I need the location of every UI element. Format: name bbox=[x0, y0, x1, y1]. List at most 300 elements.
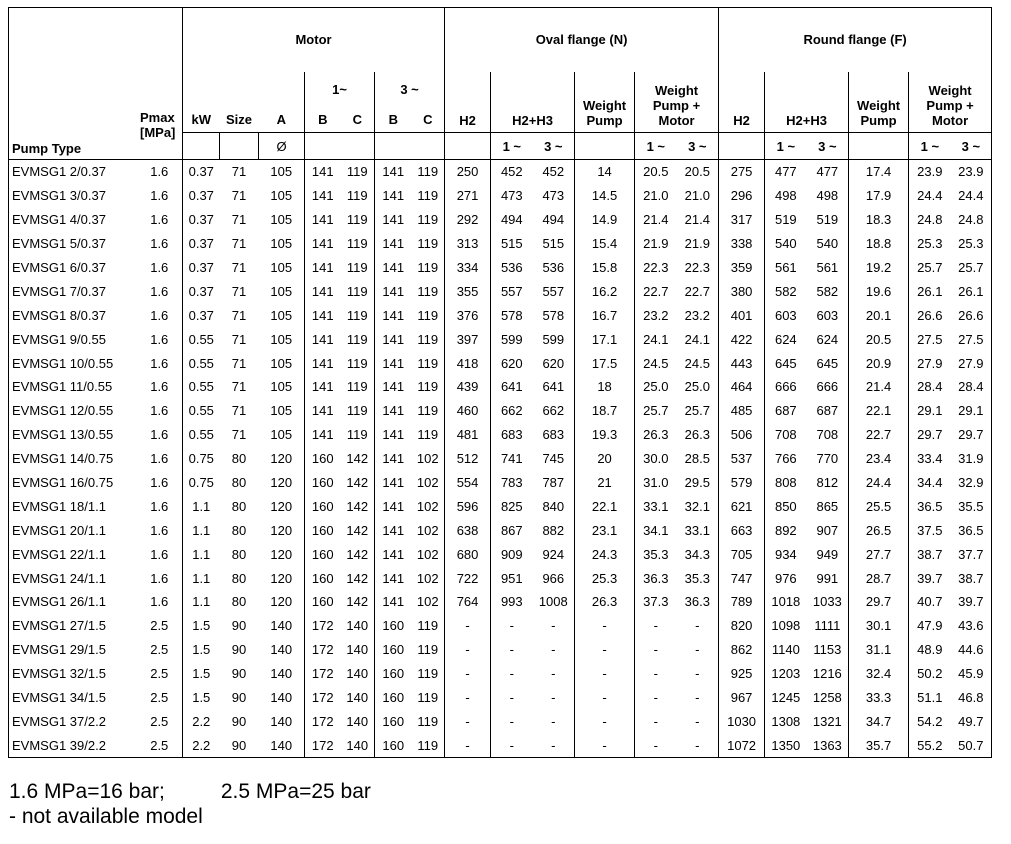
oval-h2h3-header: H2+H3 bbox=[491, 72, 575, 133]
round-h2-cell: 401 bbox=[719, 303, 765, 327]
round-h2-cell: 443 bbox=[719, 351, 765, 375]
round-weight-motor-1ph-cell: 29.7 bbox=[917, 427, 943, 443]
round-weight-motor-3ph-cell: 31.9 bbox=[951, 447, 992, 471]
pump-type-cell: EVMSG1 22/1.1 bbox=[9, 542, 137, 566]
oval-h2h3-3ph-cell: - bbox=[533, 638, 575, 662]
round-h2h3-1ph-cell: 477 bbox=[774, 164, 797, 180]
table-row bbox=[9, 351, 992, 375]
round-h2h3-3ph-cell: 1321 bbox=[807, 709, 849, 733]
oval-weight-motor-3ph-cell: 34.3 bbox=[677, 542, 719, 566]
oval-weight-motor-3ph-cell: 20.5 bbox=[677, 160, 719, 184]
pump-type-cell: EVMSG1 18/1.1 bbox=[9, 494, 137, 518]
round-h2-cell: 663 bbox=[719, 518, 765, 542]
motor-1ph-c-cell: 119 bbox=[341, 351, 375, 375]
motor-1ph-b-cell: 172 bbox=[311, 690, 334, 706]
oval-h2h3-3ph-cell: 599 bbox=[533, 327, 575, 351]
motor-3ph-b-cell: 141 bbox=[382, 164, 405, 180]
round-h2h3-3ph-cell: 991 bbox=[807, 566, 849, 590]
oval-weight-1ph: 1 ~ bbox=[635, 133, 677, 160]
motor-3ph-b-cell: 160 bbox=[382, 666, 405, 682]
oval-weight-motor-1ph-cell: 21.4 bbox=[643, 212, 669, 228]
pressure-25-note: 2.5 MPa=25 bar bbox=[220, 780, 371, 803]
oval-weight-motor-3ph-cell: 28.5 bbox=[677, 447, 719, 471]
motor-3ph-b-cell: 160 bbox=[382, 642, 405, 658]
motor-size-cell: 71 bbox=[231, 260, 247, 275]
oval-h2-cell: 638 bbox=[445, 518, 491, 542]
oval-h2h3-1ph-cell: - bbox=[509, 642, 514, 658]
round-h2h3-1ph-cell: 645 bbox=[774, 355, 797, 371]
table-row bbox=[9, 184, 992, 208]
oval-weight-pump-cell: 15.8 bbox=[575, 256, 635, 280]
oval-weight-pump-cell: - bbox=[575, 638, 635, 662]
oval-h2h3-1ph-cell: 578 bbox=[500, 307, 523, 323]
round-weight-motor-1ph-cell: 26.1 bbox=[917, 283, 943, 299]
oval-h2h3-3ph-cell: 641 bbox=[533, 375, 575, 399]
table-row bbox=[9, 256, 992, 280]
kw-header: kW bbox=[183, 107, 220, 133]
motor-1ph-b-cell: 172 bbox=[311, 642, 334, 658]
motor-1ph-c-cell: 140 bbox=[341, 614, 375, 638]
motor-a-cell: 120 bbox=[259, 590, 305, 614]
motor-1ph-b-cell: 141 bbox=[311, 355, 334, 371]
pmax-cell: 1.6 bbox=[137, 184, 183, 208]
table-header bbox=[9, 8, 992, 160]
motor-1ph-c-cell: 119 bbox=[341, 423, 375, 447]
round-weight-motor-1ph-cell: 50.2 bbox=[917, 666, 943, 682]
oval-weight-pump-header: Weight Pump bbox=[575, 72, 635, 133]
oval-weight-motor-1ph-cell: - bbox=[653, 618, 658, 634]
oval-h2h3-1ph-cell: - bbox=[509, 618, 514, 634]
oval-weight-motor-3ph-cell: - bbox=[677, 733, 719, 757]
round-h2h3-1ph-cell: 1203 bbox=[771, 666, 801, 682]
oval-h2h3-1ph-cell: 641 bbox=[500, 379, 523, 395]
pmax-cell: 1.6 bbox=[137, 399, 183, 423]
oval-weight-pump-cell: 16.7 bbox=[575, 303, 635, 327]
round-weight-pump-cell: 17.9 bbox=[849, 184, 909, 208]
pump-type-cell: EVMSG1 14/0.75 bbox=[9, 447, 137, 471]
oval-weight-motor-1ph-cell: 34.1 bbox=[643, 522, 669, 538]
pump-type-cell: EVMSG1 5/0.37 bbox=[9, 232, 137, 256]
pump-type-cell: EVMSG1 11/0.55 bbox=[9, 375, 137, 399]
motor-1ph-b-cell: 160 bbox=[311, 498, 334, 514]
oval-h2-cell: 271 bbox=[445, 184, 491, 208]
motor-3ph-c-cell: 119 bbox=[412, 638, 445, 662]
oval-h2-cell: - bbox=[445, 709, 491, 733]
oval-weight-motor-3ph-cell: 22.7 bbox=[677, 279, 719, 303]
motor-a-cell: 120 bbox=[259, 542, 305, 566]
round-weight-pump-cell: 31.1 bbox=[849, 638, 909, 662]
oval-weight-motor-3ph-cell: 22.3 bbox=[677, 256, 719, 280]
motor-3ph-b-cell: 141 bbox=[382, 546, 405, 562]
motor-size-cell: 80 bbox=[231, 546, 247, 562]
round-h2-cell: 537 bbox=[719, 447, 765, 471]
oval-weight-pump-cell: 15.4 bbox=[575, 232, 635, 256]
motor-1ph-c-cell: 119 bbox=[341, 327, 375, 351]
pmax-cell: 2.5 bbox=[137, 638, 183, 662]
oval-weight-pump-cell: 17.5 bbox=[575, 351, 635, 375]
oval-h2h3-3ph-cell: 882 bbox=[533, 518, 575, 542]
round-h2h3-3ph-cell: 812 bbox=[807, 471, 849, 495]
round-weight-motor-1ph-cell: 40.7 bbox=[917, 594, 943, 610]
oval-h2-cell: 313 bbox=[445, 232, 491, 256]
round-h2h3-3ph-cell: 865 bbox=[807, 494, 849, 518]
motor-a-cell: 120 bbox=[259, 494, 305, 518]
oval-weight-motor-1ph-cell: - bbox=[653, 642, 658, 658]
motor-size-cell: 90 bbox=[231, 618, 247, 634]
motor-kw-cell: 0.37 bbox=[188, 188, 214, 204]
oval-h2-cell: 355 bbox=[445, 279, 491, 303]
oval-weight-motor-3ph-cell: 25.0 bbox=[677, 375, 719, 399]
motor-kw-cell: 2.2 bbox=[183, 733, 220, 757]
motor-3ph-c-cell: 119 bbox=[412, 303, 445, 327]
motor-1ph-b-cell: 160 bbox=[311, 475, 334, 491]
round-weight-motor-3ph-cell: 39.7 bbox=[951, 590, 992, 614]
motor-3ph-c-cell: 119 bbox=[412, 327, 445, 351]
round-weight-motor-3ph-cell: 50.7 bbox=[951, 733, 992, 757]
motor-a-cell: 105 bbox=[259, 303, 305, 327]
motor-kw-cell: 0.55 bbox=[188, 379, 214, 395]
motor-a-cell: 140 bbox=[259, 733, 305, 757]
oval-h2h3-3ph-cell: - bbox=[533, 662, 575, 686]
round-h2-cell: 380 bbox=[719, 279, 765, 303]
round-h2h3-3ph: 3 ~ bbox=[807, 133, 849, 160]
oval-h2-cell: 397 bbox=[445, 327, 491, 351]
pump-type-cell: EVMSG1 4/0.37 bbox=[9, 208, 137, 232]
motor-size-cell: 71 bbox=[231, 283, 247, 299]
round-weight-pump-cell: 30.1 bbox=[849, 614, 909, 638]
oval-weight-motor-1ph-cell: 37.3 bbox=[643, 594, 669, 610]
round-h2h3-3ph-cell: 603 bbox=[807, 303, 849, 327]
oval-h2h3-3ph-cell: 557 bbox=[533, 279, 575, 303]
round-weight-motor-3ph-cell: 46.8 bbox=[951, 686, 992, 710]
motor-kw-cell: 1.5 bbox=[192, 642, 211, 658]
oval-h2h3-1ph-cell: 662 bbox=[500, 403, 523, 419]
oval-weight-pump-cell: 20 bbox=[575, 447, 635, 471]
motor-size-cell: 71 bbox=[231, 307, 247, 323]
motor-3ph-b-cell: 141 bbox=[382, 188, 405, 204]
motor-size-cell: 80 bbox=[231, 475, 247, 491]
table-row bbox=[9, 471, 992, 495]
pmax-cell: 1.6 bbox=[137, 518, 183, 542]
oval-weight-pump-cell: 14.9 bbox=[575, 208, 635, 232]
motor-a-cell: 105 bbox=[259, 184, 305, 208]
round-weight-pump-cell: 25.5 bbox=[849, 494, 909, 518]
motor-a-cell: 120 bbox=[259, 471, 305, 495]
round-h2-cell: 747 bbox=[719, 566, 765, 590]
round-h2-cell: 1030 bbox=[719, 709, 765, 733]
round-h2h3-1ph-cell: 808 bbox=[774, 475, 797, 491]
motor-1ph-b-cell: 160 bbox=[311, 570, 334, 586]
motor-3ph-b-cell: 141 bbox=[382, 379, 405, 395]
motor-3ph-c-cell: 102 bbox=[412, 447, 445, 471]
oval-h2h3-1ph-cell: 557 bbox=[500, 283, 523, 299]
round-weight-motor-1ph-cell: 24.8 bbox=[917, 212, 943, 228]
oval-weight-motor-1ph-cell: 30.0 bbox=[643, 451, 669, 467]
oval-h2-cell: 292 bbox=[445, 208, 491, 232]
round-h2h3-3ph-cell: 1033 bbox=[807, 590, 849, 614]
oval-h2h3-1ph-cell: 515 bbox=[500, 236, 523, 252]
round-h2-cell: 862 bbox=[719, 638, 765, 662]
round-weight-motor-1ph-cell: 26.6 bbox=[917, 307, 943, 323]
motor-a-cell: 105 bbox=[259, 375, 305, 399]
round-h2h3-3ph-cell: 1216 bbox=[807, 662, 849, 686]
round-h2h3-1ph-cell: 666 bbox=[774, 379, 797, 395]
table-body bbox=[9, 160, 992, 758]
table-row bbox=[9, 590, 992, 614]
motor-3ph-b-cell: 160 bbox=[375, 733, 412, 757]
motor-1ph-c-cell: 142 bbox=[341, 471, 375, 495]
motor-kw-cell: 1.1 bbox=[192, 498, 211, 514]
round-h2h3-1ph-cell: 934 bbox=[774, 546, 797, 562]
table-row bbox=[9, 686, 992, 710]
pmax-cell: 1.6 bbox=[137, 447, 183, 471]
motor-kw-cell: 0.37 bbox=[188, 283, 214, 299]
round-h2-cell: 359 bbox=[719, 256, 765, 280]
pmax-cell: 1.6 bbox=[137, 542, 183, 566]
motor-3ph-b-cell: 141 bbox=[382, 212, 405, 228]
oval-weight-motor-1ph-cell: - bbox=[653, 713, 658, 729]
table-row bbox=[9, 494, 992, 518]
round-h2h3-3ph-cell: 582 bbox=[807, 279, 849, 303]
pump-type-cell: EVMSG1 32/1.5 bbox=[9, 662, 137, 686]
table-row bbox=[9, 518, 992, 542]
oval-h2h3-3ph-cell: - bbox=[533, 686, 575, 710]
pmax-cell: 1.6 bbox=[137, 423, 183, 447]
round-weight-motor-3ph-cell: 26.6 bbox=[951, 303, 992, 327]
round-h2h3-1ph-cell: 624 bbox=[774, 331, 797, 347]
oval-weight-motor-1ph-cell: 36.3 bbox=[643, 570, 669, 586]
table-row bbox=[9, 208, 992, 232]
motor-1-c-header: C bbox=[341, 107, 375, 133]
round-h2h3-header: H2+H3 bbox=[765, 72, 849, 133]
motor-a-cell: 105 bbox=[259, 232, 305, 256]
oval-h2h3-1ph-cell: 620 bbox=[500, 355, 523, 371]
pmax-unit: [MPa] bbox=[140, 125, 176, 140]
motor-3ph-b-cell: 141 bbox=[382, 403, 405, 419]
table-row bbox=[9, 447, 992, 471]
oval-weight-motor-1ph-cell: - bbox=[653, 690, 658, 706]
motor-a-cell: 105 bbox=[259, 351, 305, 375]
oval-h2-cell: 376 bbox=[445, 303, 491, 327]
motor-a-cell: 105 bbox=[259, 208, 305, 232]
round-h2-cell: 296 bbox=[719, 184, 765, 208]
motor-1ph-c-cell: 142 bbox=[341, 447, 375, 471]
size-header: Size bbox=[220, 107, 259, 133]
motor-kw-cell: 0.37 bbox=[188, 260, 214, 275]
motor-size-cell: 71 bbox=[231, 379, 247, 395]
oval-h2-cell: - bbox=[445, 638, 491, 662]
round-weight-motor-1ph-cell: 38.7 bbox=[917, 546, 943, 562]
motor-1ph-b-cell: 141 bbox=[311, 164, 334, 180]
motor-size-cell: 90 bbox=[231, 690, 247, 706]
oval-weight-3ph: 3 ~ bbox=[677, 133, 719, 160]
motor-size-cell: 71 bbox=[231, 427, 247, 443]
oval-weight-motor-3ph-cell: 33.1 bbox=[677, 518, 719, 542]
oval-h2h3-1ph-cell: 536 bbox=[500, 260, 523, 275]
motor-1ph-c-cell: 119 bbox=[341, 184, 375, 208]
motor-3ph-c-cell: 119 bbox=[412, 375, 445, 399]
oval-weight-pump-cell: 23.1 bbox=[575, 518, 635, 542]
motor-kw-cell: 0.55 bbox=[188, 331, 214, 347]
oval-weight-pump-cell: 14.5 bbox=[575, 184, 635, 208]
motor-size-cell: 71 bbox=[231, 164, 247, 180]
oval-h2h3-3ph-cell: 494 bbox=[533, 208, 575, 232]
round-h2-cell: 967 bbox=[719, 686, 765, 710]
pump-type-cell: EVMSG1 37/2.2 bbox=[9, 709, 137, 733]
motor-kw-cell: 0.37 bbox=[188, 212, 214, 228]
oval-weight-motor-1ph-cell: 21.9 bbox=[643, 236, 669, 252]
oval-weight-pump-cell: 24.3 bbox=[575, 542, 635, 566]
motor-size-cell: 90 bbox=[231, 713, 247, 729]
oval-weight-motor-3ph-cell: 24.5 bbox=[677, 351, 719, 375]
round-h2h3-3ph-cell: 907 bbox=[807, 518, 849, 542]
oval-h2h3-1ph-cell: 783 bbox=[500, 475, 523, 491]
a-header: A bbox=[259, 107, 305, 133]
oval-h2h3-3ph-cell: 683 bbox=[533, 423, 575, 447]
round-h2h3-3ph-cell: 687 bbox=[807, 399, 849, 423]
motor-a-cell: 120 bbox=[259, 566, 305, 590]
round-weight-pump-cell: 20.9 bbox=[849, 351, 909, 375]
round-weight-motor-1ph-cell: 33.4 bbox=[917, 451, 943, 467]
motor-size-cell: 71 bbox=[231, 355, 247, 371]
oval-weight-pump-cell: 14 bbox=[575, 160, 635, 184]
oval-h2h3-3ph-cell: - bbox=[533, 709, 575, 733]
pmax-cell: 1.6 bbox=[137, 256, 183, 280]
motor-3ph-c-cell: 102 bbox=[412, 542, 445, 566]
motor-a-cell: 140 bbox=[259, 638, 305, 662]
oval-weight-motor-3ph-cell: 36.3 bbox=[677, 590, 719, 614]
oval-weight-motor-1ph-cell: 20.5 bbox=[643, 164, 669, 180]
motor-1ph-c-cell: 142 bbox=[341, 590, 375, 614]
motor-kw-cell: 0.55 bbox=[188, 403, 214, 419]
pmax-cell: 2.5 bbox=[137, 662, 183, 686]
round-h2h3-1ph-cell: 1350 bbox=[765, 733, 807, 757]
table-row bbox=[9, 232, 992, 256]
motor-size-cell: 71 bbox=[231, 212, 247, 228]
round-weight-pump-cell: 23.4 bbox=[849, 447, 909, 471]
pump-type-cell: EVMSG1 29/1.5 bbox=[9, 638, 137, 662]
motor-kw-cell: 0.37 bbox=[188, 307, 214, 323]
motor-size-cell: 71 bbox=[231, 331, 247, 347]
pump-type-cell: EVMSG1 3/0.37 bbox=[9, 184, 137, 208]
oval-h2h3-3ph-cell: 473 bbox=[533, 184, 575, 208]
oval-h2h3-1ph-cell: 741 bbox=[500, 451, 523, 467]
round-weight-motor-3ph-cell: 45.9 bbox=[951, 662, 992, 686]
oval-weight-motor-1ph-cell: 35.3 bbox=[643, 546, 669, 562]
motor-1ph-c-cell: 119 bbox=[341, 256, 375, 280]
oval-h2-header: H2 bbox=[445, 72, 491, 133]
oval-weight-pump-cell: 18.7 bbox=[575, 399, 635, 423]
motor-3ph-c-cell: 102 bbox=[412, 566, 445, 590]
round-weight-motor-3ph-cell: 24.8 bbox=[951, 208, 992, 232]
pump-type-cell: EVMSG1 39/2.2 bbox=[9, 733, 137, 757]
oval-weight-pump-cell: 22.1 bbox=[575, 494, 635, 518]
round-weight-motor-3ph-cell: 37.7 bbox=[951, 542, 992, 566]
motor-3ph-b-cell: 141 bbox=[382, 355, 405, 371]
motor-kw-cell: 1.5 bbox=[192, 666, 211, 682]
oval-h2-cell: - bbox=[445, 662, 491, 686]
motor-3-c-header: C bbox=[412, 107, 445, 133]
pmax-cell: 1.6 bbox=[137, 351, 183, 375]
motor-3ph-c-cell: 119 bbox=[412, 733, 445, 757]
round-h2h3-1ph-cell: 976 bbox=[774, 570, 797, 586]
oval-h2h3-3ph-cell: 515 bbox=[533, 232, 575, 256]
motor-3ph-b-cell: 141 bbox=[382, 236, 405, 252]
round-flange-group-header: Round flange (F) bbox=[719, 8, 992, 72]
pmax-cell: 2.5 bbox=[137, 614, 183, 638]
motor-1ph-b-cell: 172 bbox=[311, 713, 334, 729]
oval-h2h3-1ph-cell: 867 bbox=[500, 522, 523, 538]
motor-1ph-c-cell: 119 bbox=[341, 375, 375, 399]
round-h2-cell: 317 bbox=[719, 208, 765, 232]
oval-h2-cell: 512 bbox=[445, 447, 491, 471]
round-weight-pump-cell: 27.7 bbox=[849, 542, 909, 566]
pmax-cell: 1.6 bbox=[137, 327, 183, 351]
oval-weight-motor-3ph-cell: 35.3 bbox=[677, 566, 719, 590]
round-weight-3ph: 3 ~ bbox=[951, 133, 992, 160]
motor-size-cell: 71 bbox=[231, 236, 247, 252]
motor-1ph-c-cell: 142 bbox=[341, 542, 375, 566]
motor-3ph-b-cell: 141 bbox=[382, 260, 405, 275]
oval-h2h3-3ph-cell: 662 bbox=[533, 399, 575, 423]
oval-h2h3-1ph-cell: 683 bbox=[500, 427, 523, 443]
oval-h2-cell: - bbox=[445, 733, 491, 757]
motor-kw-cell: 0.37 bbox=[188, 236, 214, 252]
round-weight-motor-1ph-cell: 29.1 bbox=[917, 403, 943, 419]
pmax-cell: 2.5 bbox=[137, 709, 183, 733]
motor-1ph-b-cell: 160 bbox=[311, 451, 334, 467]
oval-h2h3-1ph-cell: - bbox=[509, 666, 514, 682]
round-weight-pump-cell: 18.8 bbox=[849, 232, 909, 256]
round-weight-pump-cell: 32.4 bbox=[849, 662, 909, 686]
oval-h2-cell: 250 bbox=[445, 160, 491, 184]
oval-weight-motor-1ph-cell: 25.7 bbox=[643, 403, 669, 419]
oval-h2-cell: 596 bbox=[445, 494, 491, 518]
round-h2h3-1ph-cell: 850 bbox=[774, 498, 797, 514]
round-h2h3-3ph-cell: 624 bbox=[807, 327, 849, 351]
motor-a-cell: 105 bbox=[259, 327, 305, 351]
round-h2h3-3ph-cell: 477 bbox=[807, 160, 849, 184]
motor-3ph-c-cell: 119 bbox=[412, 184, 445, 208]
motor-3ph-b-cell: 141 bbox=[382, 283, 405, 299]
round-h2h3-1ph-cell: 561 bbox=[774, 260, 797, 275]
motor-3ph-c-cell: 102 bbox=[412, 471, 445, 495]
round-h2h3-3ph-cell: 519 bbox=[807, 208, 849, 232]
round-h2-cell: 925 bbox=[719, 662, 765, 686]
motor-a-cell: 105 bbox=[259, 279, 305, 303]
oval-h2h3-1ph-cell: - bbox=[491, 733, 533, 757]
oval-weight-motor-3ph-cell: 32.1 bbox=[677, 494, 719, 518]
oval-weight-pump-cell: 17.1 bbox=[575, 327, 635, 351]
table-row bbox=[9, 399, 992, 423]
oval-weight-motor-3ph-cell: 26.3 bbox=[677, 423, 719, 447]
round-h2-cell: 1072 bbox=[719, 733, 765, 757]
round-h2-cell: 789 bbox=[719, 590, 765, 614]
round-weight-motor-1ph-cell: 24.4 bbox=[917, 188, 943, 204]
oval-weight-motor-header: Weight Pump + Motor bbox=[635, 72, 719, 133]
oval-weight-pump-cell: 21 bbox=[575, 471, 635, 495]
oval-h2-cell: 554 bbox=[445, 471, 491, 495]
motor-a-cell: 120 bbox=[259, 518, 305, 542]
pump-type-cell: EVMSG1 24/1.1 bbox=[9, 566, 137, 590]
round-h2h3-1ph-cell: 708 bbox=[774, 427, 797, 443]
motor-1ph-c-cell: 140 bbox=[341, 733, 375, 757]
motor-a-cell: 105 bbox=[259, 423, 305, 447]
motor-1ph-c-cell: 140 bbox=[341, 686, 375, 710]
round-h2h3-3ph-cell: 949 bbox=[807, 542, 849, 566]
oval-h2h3-3ph-cell: 787 bbox=[533, 471, 575, 495]
oval-h2h3-3ph: 3 ~ bbox=[533, 133, 575, 160]
